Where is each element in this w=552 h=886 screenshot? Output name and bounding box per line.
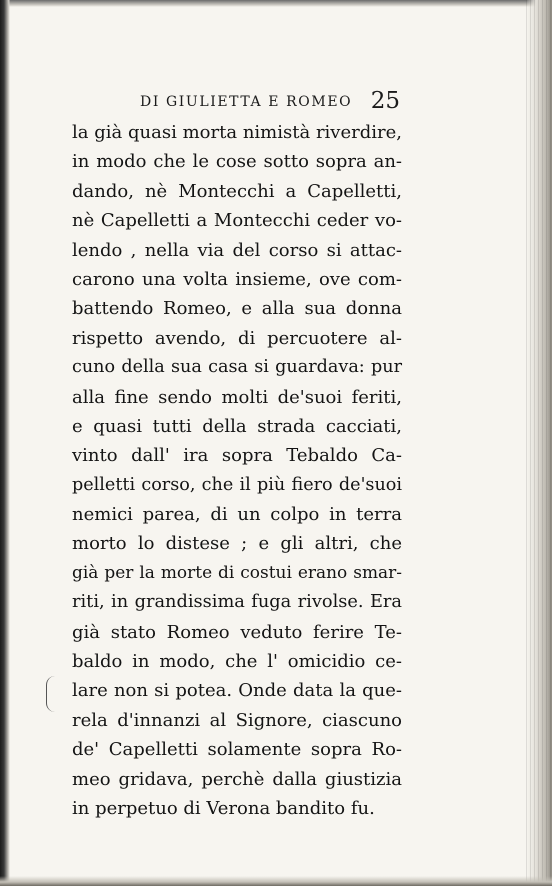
text-line: rispetto avendo, di percuotere al- <box>72 327 402 349</box>
text-line: pelletti corso, che il più fiero de'suoi <box>72 474 402 495</box>
text-line: rela d'innanzi al Signore, ciascuno <box>72 709 402 731</box>
page-edge-stack <box>526 0 552 886</box>
scan-edge-bottom <box>0 876 552 886</box>
text-line: e quasi tutti della strada cacciati, <box>72 415 402 437</box>
text-line: de' Capelletti solamente sopra Ro- <box>72 739 402 761</box>
text-line: lare non si potea. Onde data la que- <box>72 680 402 702</box>
text-line: riti, in grandissima fuga rivolse. Era <box>72 592 402 613</box>
text-line: in modo che le cose sotto sopra an- <box>72 151 402 173</box>
text-line: dando, nè Montecchi a Capelletti, <box>72 180 402 202</box>
text-line: in perpetuo di Verona bandito fu. <box>72 797 375 819</box>
text-line: vinto dall' ira sopra Tebaldo Ca- <box>72 445 402 467</box>
text-line: nè Capelletti a Montecchi ceder vo- <box>72 210 402 232</box>
text-line: alla fine sendo molti de'suoi feriti, <box>72 386 402 408</box>
body-text <box>72 118 402 823</box>
text-line: la già quasi morta nimistà riverdire, <box>72 122 402 143</box>
margin-bracket-mark <box>46 676 55 712</box>
text-line: battendo Romeo, e alla sua donna <box>72 298 402 320</box>
page-number: 25 <box>370 88 400 114</box>
text-line: baldo in modo, che l' omicidio ce- <box>72 651 402 673</box>
page-header <box>140 88 400 116</box>
text-line: carono una volta insieme, ove com- <box>72 268 402 290</box>
text-line: lendo , nella via del corso si attac- <box>72 239 402 261</box>
text-line: cuno della sua casa si guardava: pur <box>72 357 402 378</box>
text-line: già stato Romeo veduto ferire Te- <box>72 621 402 643</box>
scan-edge-top <box>0 0 552 7</box>
text-line: morto lo distese ; e gli altri, che <box>72 533 402 555</box>
text-line: meo gridava, perchè dalla giustizia <box>72 768 402 790</box>
scan-edge-left <box>0 0 10 886</box>
running-head: DI GIULIETTA E ROMEO <box>140 94 353 110</box>
text-line: già per la morte di costui erano smar- <box>72 562 402 583</box>
text-line: nemici parea, di un colpo in terra <box>72 504 402 526</box>
